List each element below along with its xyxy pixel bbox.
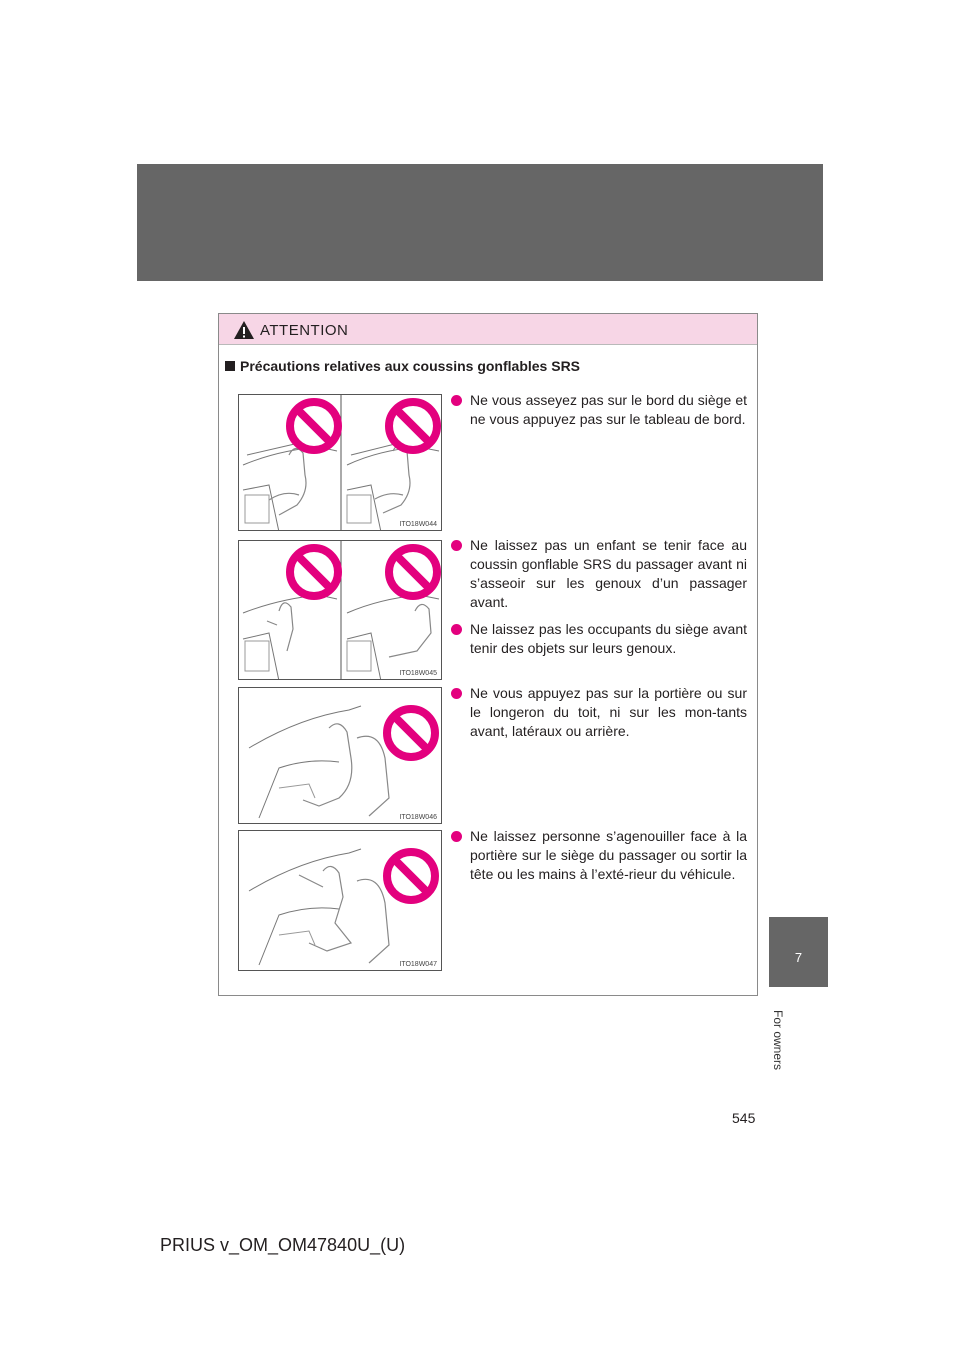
chapter-tab[interactable] — [769, 917, 828, 987]
bullet-item: Ne vous appuyez pas sur la portière ou sur le longeron du toit, ni sur les mon-tants avant, latéraux ou arrière. — [451, 684, 747, 741]
warning-subheading: Précautions relatives aux coussins gonflables SRS — [225, 358, 580, 374]
square-bullet-icon — [225, 361, 235, 371]
bullet-dot-icon — [451, 395, 462, 406]
bullet-list-2 — [451, 536, 747, 666]
warning-title: ATTENTION — [260, 322, 349, 339]
chapter-header-band — [137, 164, 823, 281]
illustration-2-drawing — [239, 541, 442, 680]
bullet-list-3 — [451, 684, 747, 749]
bullet-dot-icon — [451, 624, 462, 635]
illustration-4-drawing — [239, 831, 442, 971]
chapter-label: For owners — [771, 1009, 785, 1071]
chapter-number: 7 — [794, 950, 803, 965]
illustration-code: ITO18W044 — [399, 521, 437, 528]
bullet-item: Ne laissez pas les occupants du siège avant tenir des objets sur leurs genoux. — [451, 620, 747, 658]
bullet-item: Ne laissez personne s’agenouiller face à la portière sur le siège du passager ou sortir la tête ou les mains à l’exté-rieur du véhicule. — [451, 827, 747, 884]
illustration-2 — [238, 540, 442, 680]
bullet-list-4 — [451, 827, 747, 892]
illustration-code: ITO18W045 — [399, 670, 437, 677]
illustration-1 — [238, 394, 442, 531]
bullet-dot-icon — [451, 540, 462, 551]
bullet-item: Ne vous asseyez pas sur le bord du siège et ne vous appuyez pas sur le tableau de bord. — [451, 391, 747, 429]
bullet-dot-icon — [451, 831, 462, 842]
illustration-3-drawing — [239, 688, 442, 824]
illustration-4 — [238, 830, 442, 971]
chapter-side-label — [768, 1000, 788, 1080]
illustration-1-drawing — [239, 395, 442, 531]
bullet-item: Ne laissez pas un enfant se tenir face au coussin gonflable SRS du passager avant ni s’asseoir sur les genoux d’un passager avant. — [451, 536, 747, 612]
illustration-3 — [238, 687, 442, 824]
warning-box — [218, 313, 758, 996]
bullet-dot-icon — [451, 688, 462, 699]
warning-triangle-icon — [233, 320, 255, 340]
document-code: PRIUS v_OM_OM47840U_(U) — [160, 1235, 406, 1255]
illustration-code: ITO18W047 — [399, 961, 437, 968]
bullet-list-1 — [451, 391, 747, 437]
warning-header — [219, 314, 757, 345]
illustration-code: ITO18W046 — [399, 814, 437, 821]
page-number: 545 — [732, 1110, 756, 1126]
